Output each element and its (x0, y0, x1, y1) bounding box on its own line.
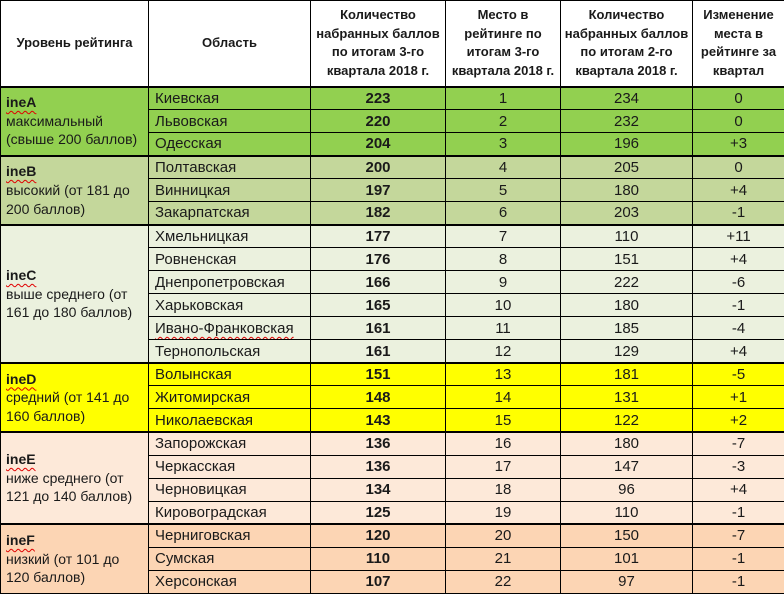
place-q3-cell: 16 (446, 432, 561, 455)
points-q3-cell: 107 (311, 570, 446, 593)
place-q3-cell: 19 (446, 501, 561, 524)
region-cell: Запорожская (149, 432, 311, 455)
place-q3-cell: 2 (446, 110, 561, 133)
points-q2-cell: 234 (561, 87, 693, 110)
points-q3-cell: 161 (311, 317, 446, 340)
points-q2-cell: 150 (561, 524, 693, 547)
change-cell: -1 (693, 202, 784, 225)
rating-level-code: ineA (6, 94, 37, 111)
points-q2-cell: 151 (561, 248, 693, 271)
place-q3-cell: 9 (446, 271, 561, 294)
points-q2-cell: 131 (561, 386, 693, 409)
points-q3-cell: 223 (311, 87, 446, 110)
points-q2-cell: 101 (561, 547, 693, 570)
points-q2-cell: 110 (561, 501, 693, 524)
region-cell: Житомирская (149, 386, 311, 409)
region-cell: Одесская (149, 133, 311, 156)
change-cell: +4 (693, 478, 784, 501)
rating-level-description: высокий (от 181 до 200 баллов) (6, 182, 130, 217)
place-q3-cell: 15 (446, 409, 561, 432)
region-cell: Львовская (149, 110, 311, 133)
rating-level-description: выше среднего (от 161 до 180 баллов) (6, 285, 133, 321)
place-q3-cell: 3 (446, 133, 561, 156)
region-cell: Черкасская (149, 455, 311, 478)
place-q3-cell: 14 (446, 386, 561, 409)
rating-level-cell (1, 225, 149, 363)
region-cell: Волынская (149, 363, 311, 386)
points-q2-cell: 222 (561, 271, 693, 294)
points-q2-cell: 196 (561, 133, 693, 156)
rating-level-description: низкий (от 101 до 120 баллов) (6, 551, 120, 586)
rating-level-code: ineF (6, 532, 35, 549)
region-cell: Днепропетровская (149, 271, 311, 294)
points-q2-cell: 180 (561, 432, 693, 455)
place-q3-cell: 7 (446, 225, 561, 248)
change-cell: -1 (693, 570, 784, 593)
region-cell: Черновицкая (149, 478, 311, 501)
points-q3-cell: 182 (311, 202, 446, 225)
region-cell: Ровненская (149, 248, 311, 271)
points-q3-cell: 161 (311, 340, 446, 363)
place-q3-cell: 5 (446, 179, 561, 202)
points-q2-cell: 181 (561, 363, 693, 386)
rating-level-cell (1, 87, 149, 156)
points-q2-cell: 122 (561, 409, 693, 432)
region-cell: Полтавская (149, 156, 311, 179)
col-header-place-change: Изменение места в рейтинге за квартал (693, 1, 784, 87)
change-cell: 0 (693, 87, 784, 110)
change-cell: -6 (693, 271, 784, 294)
region-cell: Николаевская (149, 409, 311, 432)
table-body (1, 87, 784, 594)
change-cell: -1 (693, 501, 784, 524)
points-q3-cell: 136 (311, 455, 446, 478)
points-q3-cell: 143 (311, 409, 446, 432)
change-cell: +11 (693, 225, 784, 248)
change-cell: -1 (693, 547, 784, 570)
points-q2-cell: 110 (561, 225, 693, 248)
points-q3-cell: 220 (311, 110, 446, 133)
col-header-points-q2: Количество набранных баллов по итогам 2-го квартала 2018 г. (561, 1, 693, 87)
rating-level-description: средний (от 141 до 160 баллов) (6, 389, 130, 424)
region-cell: Кировоградская (149, 501, 311, 524)
points-q2-cell: 96 (561, 478, 693, 501)
points-q2-cell: 147 (561, 455, 693, 478)
change-cell: +3 (693, 133, 784, 156)
region-cell: Хмельницкая (149, 225, 311, 248)
place-q3-cell: 4 (446, 156, 561, 179)
change-cell: -3 (693, 455, 784, 478)
col-header-points-q3: Количество набранных баллов по итогам 3-го квартала 2018 г. (311, 1, 446, 87)
place-q3-cell: 8 (446, 248, 561, 271)
table-row (1, 87, 784, 110)
points-q2-cell: 203 (561, 202, 693, 225)
change-cell: -4 (693, 317, 784, 340)
points-q3-cell: 165 (311, 294, 446, 317)
place-q3-cell: 1 (446, 87, 561, 110)
place-q3-cell: 13 (446, 363, 561, 386)
place-q3-cell: 6 (446, 202, 561, 225)
table-row (1, 363, 784, 386)
place-q3-cell: 18 (446, 478, 561, 501)
region-cell: Черниговская (149, 524, 311, 547)
region-cell: Херсонская (149, 570, 311, 593)
place-q3-cell: 11 (446, 317, 561, 340)
table-row (1, 524, 784, 547)
rating-level-code: ineE (6, 451, 36, 468)
col-header-region: Область (149, 1, 311, 87)
change-cell: 0 (693, 110, 784, 133)
points-q2-cell: 185 (561, 317, 693, 340)
place-q3-cell: 22 (446, 570, 561, 593)
points-q3-cell: 197 (311, 179, 446, 202)
points-q3-cell: 166 (311, 271, 446, 294)
table-row (1, 225, 784, 248)
change-cell: -5 (693, 363, 784, 386)
rating-level-cell (1, 432, 149, 524)
points-q3-cell: 120 (311, 524, 446, 547)
change-cell: +1 (693, 386, 784, 409)
region-cell: Закарпатская (149, 202, 311, 225)
place-q3-cell: 12 (446, 340, 561, 363)
rating-level-code: ineB (6, 163, 37, 180)
points-q2-cell: 180 (561, 294, 693, 317)
region-cell: Ивано-Франковская (149, 317, 311, 340)
region-cell: Харьковская (149, 294, 311, 317)
change-cell: -7 (693, 524, 784, 547)
points-q2-cell: 205 (561, 156, 693, 179)
region-cell: Киевская (149, 87, 311, 110)
region-cell: Тернопольская (149, 340, 311, 363)
points-q3-cell: 200 (311, 156, 446, 179)
header-row (1, 1, 784, 87)
change-cell: +4 (693, 248, 784, 271)
points-q3-cell: 204 (311, 133, 446, 156)
points-q2-cell: 232 (561, 110, 693, 133)
rating-level-cell (1, 156, 149, 225)
points-q3-cell: 110 (311, 547, 446, 570)
rating-level-code: ineC (6, 266, 37, 283)
rating-level-description: ниже среднего (от 121 до 140 баллов) (6, 470, 133, 505)
points-q3-cell: 136 (311, 432, 446, 455)
place-q3-cell: 20 (446, 524, 561, 547)
points-q2-cell: 129 (561, 340, 693, 363)
rating-level-cell (1, 524, 149, 593)
points-q3-cell: 134 (311, 478, 446, 501)
rating-level-cell (1, 363, 149, 432)
change-cell: 0 (693, 156, 784, 179)
change-cell: +4 (693, 179, 784, 202)
change-cell: +4 (693, 340, 784, 363)
points-q3-cell: 148 (311, 386, 446, 409)
rating-level-code: ineD (6, 370, 37, 387)
change-cell: +2 (693, 409, 784, 432)
col-header-rating-level: Уровень рейтинга (1, 1, 149, 87)
region-cell: Винницкая (149, 179, 311, 202)
col-header-place-q3: Место в рейтинге по итогам 3-го квартала 2018 г. (446, 1, 561, 87)
place-q3-cell: 21 (446, 547, 561, 570)
place-q3-cell: 10 (446, 294, 561, 317)
rating-level-description: максимальный (свыше 200 баллов) (6, 113, 138, 148)
place-q3-cell: 17 (446, 455, 561, 478)
points-q3-cell: 125 (311, 501, 446, 524)
points-q2-cell: 180 (561, 179, 693, 202)
points-q3-cell: 177 (311, 225, 446, 248)
points-q2-cell: 97 (561, 570, 693, 593)
points-q3-cell: 176 (311, 248, 446, 271)
change-cell: -1 (693, 294, 784, 317)
change-cell: -7 (693, 432, 784, 455)
table-row (1, 432, 784, 455)
table-row (1, 156, 784, 179)
points-q3-cell: 151 (311, 363, 446, 386)
region-cell: Сумская (149, 547, 311, 570)
